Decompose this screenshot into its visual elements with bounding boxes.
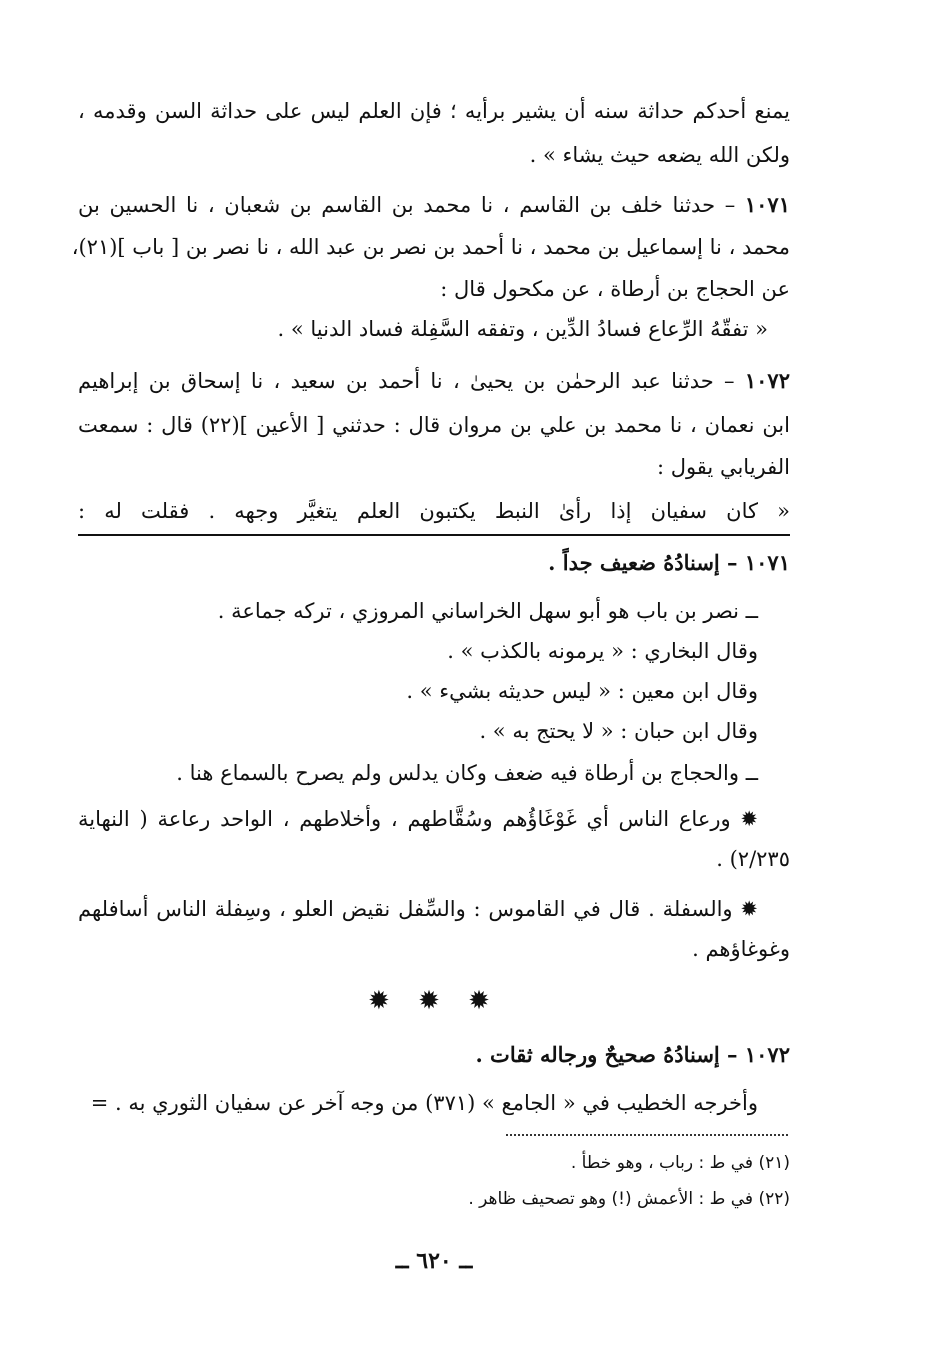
text-line: ولكن الله يضعه حيث يشاء » . (529, 143, 790, 167)
hadith-text: – حدثنا خلف بن القاسم ، نا محمد بن القاسم بن شعبان ، نا الحسين بن (78, 193, 736, 217)
footnote-divider (506, 1134, 788, 1136)
hadith-1071-line: محمد ، نا إسماعيل بن محمد ، نا أحمد بن نصر بن عبد الله ، نا نصر بن [ باب ](٢١)، (71, 235, 790, 259)
hadith-number: ١٠٧٢ (744, 368, 790, 393)
commentary-line: وغوغاؤهم . (692, 937, 790, 961)
hadith-1071-quote: « تفقّهُ الرِّعاع فسادُ الدِّين ، وتفقه السَّفِلة فساد الدنيا » . (277, 317, 768, 341)
hadith-1072-line: الفريابي يقول : (656, 455, 790, 479)
star-separator: ✹ ✹ ✹ (368, 986, 500, 1016)
page-number: ــ ٦٢٠ ــ (395, 1248, 473, 1274)
text-line: يمنع أحدكم حداثة سنه أن يشير برأيه ؛ فإن العلم ليس على حداثة السن وقدمه ، (78, 99, 790, 123)
hadith-1072-quote: « كان سفيان إذا رأىٰ النبط يكتبون العلم يتغيَّر وجهه . فقلت له : (78, 499, 790, 523)
document-page (71, 0, 790, 1356)
footnote-22: (٢٢) في ط : الأعمش (!) وهو تصحيف ظاهر . (468, 1189, 790, 1209)
footnote-21: (٢١) في ط : رباب ، وهو خطأ . (570, 1153, 790, 1173)
hadith-number: ١٠٧١ (744, 192, 790, 217)
commentary-line: ✹ والسفلة . قال في القاموس : والسِّفل نقيض العلو ، وسِفلة الناس أسافلهم (78, 897, 758, 921)
hadith-1071-line: عن الحجاج بن أرطاة ، عن مكحول قال : (440, 277, 790, 301)
commentary-line: ــ والحجاج بن أرطاة فيه ضعف وكان يدلس ولم يصرح بالسماع هنا . (176, 761, 758, 785)
hadith-1072-line: ابن نعمان ، نا محمد بن علي بن مروان قال : حدثني [ الأعين ](٢٢) قال : سمعت (78, 413, 790, 437)
section-divider (78, 534, 790, 536)
commentary-line: ٢/٢٣٥) . (716, 847, 790, 871)
commentary-line: وقال ابن حبان : « لا يحتج به » . (479, 719, 758, 743)
commentary-line: وأخرجه الخطيب في « الجامع » (٣٧١) من وجه آخر عن سفيان الثوري به . = (90, 1091, 758, 1115)
hadith-1072-line (78, 366, 790, 398)
hadith-1071-line (78, 190, 790, 222)
commentary-line: ✹ ورعاع الناس أي غَوْغَاؤُهم وسُقَّاطهم ، وأخلاطهم ، الواحد رعاعة ( النهاية (78, 807, 758, 831)
hadith-text: – حدثنا عبد الرحمٰن بن يحيىٰ ، نا أحمد بن سعيد ، نا إسحاق بن إبراهيم (78, 369, 735, 393)
commentary-1071-heading: ١٠٧١ – إسنادُهُ ضعيف جداً . (548, 550, 790, 575)
commentary-1072-heading: ١٠٧٢ – إسنادُهُ صحيحٌ ورجاله ثقات . (475, 1042, 790, 1067)
commentary-line: وقال ابن معين : « ليس حديثه بشيء » . (406, 679, 758, 703)
commentary-line: وقال البخاري : « يرمونه بالكذب » . (447, 639, 758, 663)
commentary-line: ــ نصر بن باب هو أبو سهل الخراساني المروزي ، تركه جماعة . (217, 599, 758, 623)
